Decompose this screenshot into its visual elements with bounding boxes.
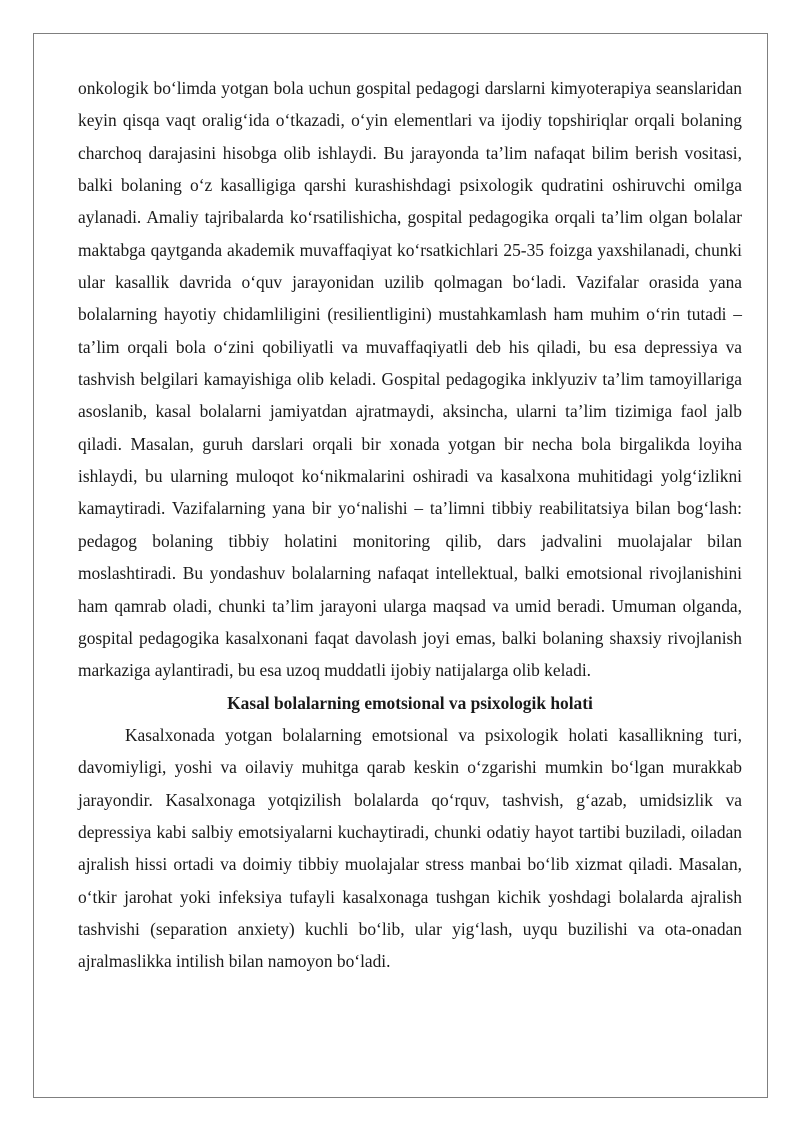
body-paragraph: Kasalxonada yotgan bolalarning emotsional va psixologik holati kasallikning turi, davomiyligi, yoshi va oilaviy muhitga qarab keskin o‘zgarishi mumkin bo‘lgan murakkab jarayondir. Kasalxonaga yotqizilish bolalarda qo‘rquv, tashvish, g‘azab, umidsizlik va depressiya kabi salbiy emotsiyalarni kuchaytiradi, chunki odatiy hayot tartibi buziladi, oiladan ajralish hissi ortadi va doimiy tibbiy muolajalar stress manbai bo‘lib xizmat qiladi. Masalan, o‘tkir jarohat yoki infeksiya tufayli kasalxonaga tushgan kichik yoshdagi bolalarda ajralish tashvishi (separation anxiety) kuchli bo‘lib, ular yig‘lash, uyqu buzilishi va ota-onadan ajralmaslikka intilish bilan namoyon bo‘ladi. — [78, 724, 742, 972]
body-paragraph: onkologik bo‘limda yotgan bola uchun gospital pedagogi darslarni kimyoterapiya seanslaridan keyin qisqa vaqt oralig‘ida o‘tkazadi, o‘yin elementlari va ijodiy topshiriqlar orqali bolaning charchoq darajasini hisobga olib ishlaydi. Bu jarayonda ta’lim nafaqat bilim berish vositasi, balki bolaning o‘z kasalligiga qarshi kurashishdagi psixologik qudratini oshiruvchi omilga aylanadi. Amaliy tajribalarda ko‘rsatilishicha, gospital pedagogika orqali ta’lim olgan bolalar maktabga qaytganda akademik muvaffaqiyat ko‘rsatkichlari 25-35 foizga yaxshilanadi, chunki ular kasallik davrida o‘quv jarayonidan uzilib qolmagan bo‘ladi. Vazifalar orasida yana bolalarning hayotiy chidamliligini (resilientligini) mustahkamlash ham muhim o‘rin tutadi – ta’lim orqali bola o‘zini qobiliyatli va muvaffaqiyatli deb his qiladi, bu esa depressiya va tashvish belgilari kamayishiga olib keladi. Gospital pedagogika inklyuziv ta’lim tamoyillariga asoslanib, kasal bolalarni jamiyatdan ajratmaydi, aksincha, ularni ta’lim tizimiga faol jalb qiladi. Masalan, guruh darslari orqali bir xonada yotgan bir necha bola birgalikda loyiha ishlaydi, bu ularning muloqot ko‘nikmalarini oshiradi va kasalxona muhitidagi yolg‘izlikni kamaytiradi. Vazifalarning yana bir yo‘nalishi – ta’limni tibbiy reabilitatsiya bilan bog‘lash: pedagog bolaning tibbiy holatini monitoring qilib, dars jadvalini muolajalar bilan moslashtiradi. Bu yondashuv bolalarning nafaqat intellektual, balki emotsional rivojlanishini ham qamrab oladi, chunki ta’lim jarayoni ularga maqsad va umid beradi. Umuman olganda, gospital pedagogika kasalxonani faqat davolash joyi emas, balki bolaning shaxsiy rivojlanish markaziga aylantiradi, bu esa uzoq muddatli ijobiy natijalarga olib keladi. — [78, 78, 742, 681]
section-heading: Kasal bolalarning emotsional va psixologik holati — [227, 692, 593, 713]
document-body — [78, 72, 742, 978]
